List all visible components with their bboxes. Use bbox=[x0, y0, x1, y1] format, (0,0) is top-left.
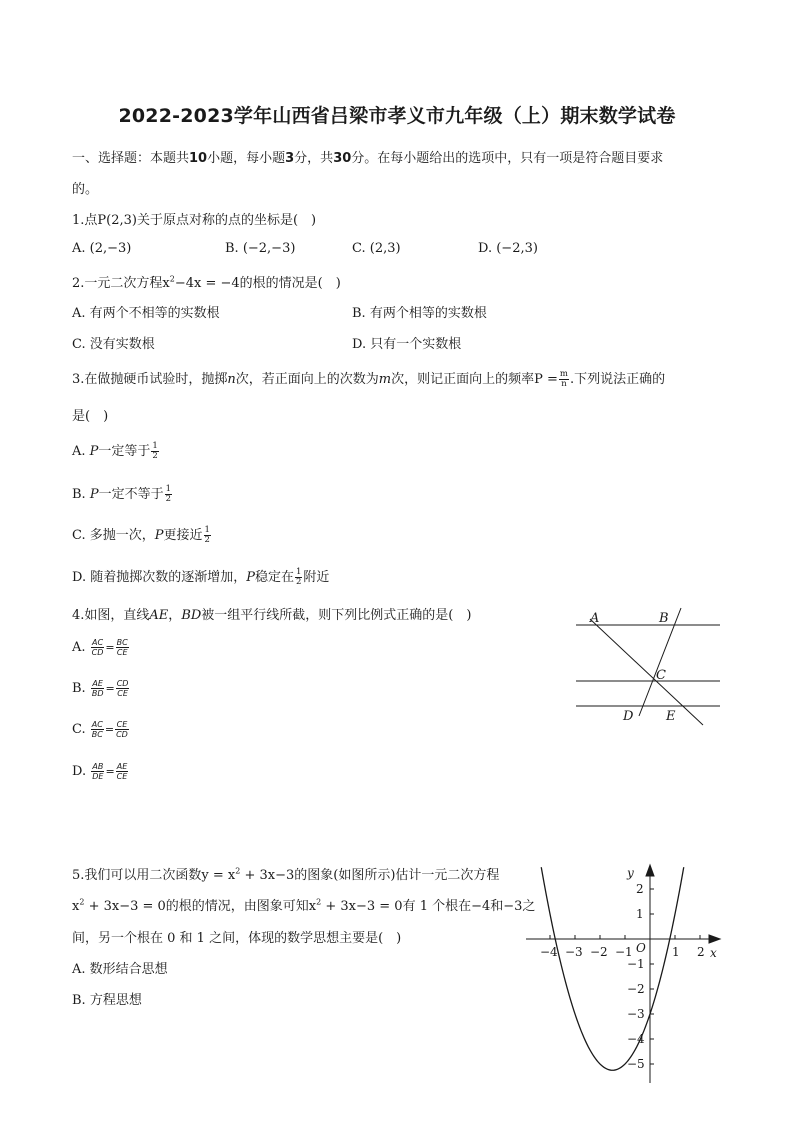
denominator: CE bbox=[117, 689, 128, 698]
y-tick-label: −5 bbox=[627, 1057, 645, 1071]
q5-stem-text: x bbox=[72, 899, 80, 914]
q5-stem-text: 5.我们可以用二次函数y = x bbox=[72, 868, 236, 883]
option-label: A. bbox=[72, 444, 90, 459]
q2-stem bbox=[72, 272, 341, 291]
line-name: AE bbox=[149, 608, 169, 623]
q1-option-c[interactable]: C. (2,3) bbox=[352, 241, 401, 256]
fraction bbox=[91, 720, 104, 739]
option-text: 附近 bbox=[303, 570, 330, 585]
section-header-line2: 的。 bbox=[72, 182, 99, 197]
exponent: 2 bbox=[169, 274, 175, 284]
option-label: B. bbox=[72, 487, 90, 502]
y-tick-label: 1 bbox=[636, 907, 644, 921]
numerator: 1 bbox=[152, 441, 158, 451]
option-text: 一定不等于 bbox=[98, 487, 164, 502]
y-tick-label: 2 bbox=[636, 882, 644, 896]
numerator: AE bbox=[92, 679, 103, 688]
numerator: 1 bbox=[204, 525, 210, 535]
denominator: DE bbox=[92, 772, 104, 781]
exponent: 2 bbox=[79, 897, 85, 907]
x-axis-arrow bbox=[709, 935, 720, 943]
denominator: 2 bbox=[165, 494, 172, 504]
numerator: CE bbox=[116, 720, 128, 729]
denominator: BC bbox=[91, 730, 103, 739]
numerator: BC bbox=[116, 638, 128, 647]
q2-option-d[interactable]: D. 只有一个实数根 bbox=[352, 337, 462, 352]
x-tick-label: −3 bbox=[565, 945, 583, 959]
q1-option-a[interactable]: A. (2,−3) bbox=[72, 241, 132, 256]
numerator: CD bbox=[116, 679, 129, 688]
q3-stem-text: .下列说法正确的 bbox=[569, 372, 666, 387]
q5-stem-text: + 3x−3的图象(如图所示)估计一元二次方程 bbox=[240, 868, 500, 883]
q1-stem: 1.点P(2,3)关于原点对称的点的坐标是( ) bbox=[72, 213, 317, 228]
q5-stem-line2 bbox=[72, 895, 535, 914]
q3-stem bbox=[72, 368, 665, 389]
q1-option-b[interactable]: B. (−2,−3) bbox=[225, 241, 296, 256]
point-e-label: E bbox=[666, 709, 676, 724]
point-a-label: A bbox=[590, 611, 600, 626]
option-label: D. bbox=[72, 764, 87, 779]
fraction bbox=[91, 638, 105, 657]
q2-stem-text: −4x = −4的根的情况是( ) bbox=[174, 276, 341, 291]
denominator: CE bbox=[116, 648, 128, 657]
fraction bbox=[91, 762, 104, 781]
numerator: AB bbox=[92, 762, 104, 771]
points-total: 30 bbox=[333, 151, 352, 166]
q4-option-a[interactable] bbox=[72, 638, 130, 657]
fraction bbox=[204, 526, 211, 545]
q4-option-c[interactable] bbox=[72, 720, 130, 739]
q3-stem-text: 3.在做抛硬币试验时，抛掷 bbox=[72, 372, 228, 387]
q3-option-d[interactable] bbox=[72, 566, 329, 587]
origin-label: O bbox=[636, 941, 646, 955]
fraction bbox=[151, 442, 158, 461]
numerator: AC bbox=[91, 720, 103, 729]
variable: P bbox=[89, 487, 99, 502]
point-c-label: C bbox=[656, 668, 666, 683]
variable: P bbox=[246, 570, 255, 585]
q2-stem-text: 2.一元二次方程x bbox=[72, 276, 170, 291]
y-tick-label: −3 bbox=[627, 1007, 645, 1021]
denominator: CD bbox=[91, 648, 104, 657]
x-tick-label: −2 bbox=[590, 945, 608, 959]
variable: n bbox=[227, 372, 236, 387]
option-text: 一定等于 bbox=[98, 444, 151, 459]
q5-stem-line1 bbox=[72, 864, 499, 883]
question-count: 10 bbox=[189, 151, 208, 166]
x-tick-label: −4 bbox=[540, 945, 558, 959]
fraction bbox=[91, 679, 105, 698]
y-tick-label: −4 bbox=[627, 1032, 645, 1046]
q4-option-b[interactable] bbox=[72, 679, 130, 698]
q3-option-b[interactable] bbox=[72, 483, 173, 504]
y-axis-arrow bbox=[646, 865, 654, 876]
q5-stem-text: + 3x−3 = 0有 1 个根在−4和−3之 bbox=[321, 899, 536, 914]
q2-option-c[interactable]: C. 没有实数根 bbox=[72, 337, 155, 352]
fraction bbox=[165, 485, 172, 504]
q5-option-b[interactable]: B. 方程思想 bbox=[72, 993, 142, 1008]
q1-option-d[interactable]: D. (−2,3) bbox=[478, 241, 538, 256]
x-tick-label: 1 bbox=[672, 945, 680, 959]
q5-stem-text: + 3x−3 = 0的根的情况，由图象可知x bbox=[84, 899, 317, 914]
q2-option-b[interactable]: B. 有两个相等的实数根 bbox=[352, 306, 487, 321]
y-tick-label: −1 bbox=[627, 957, 645, 971]
page-title: 2022-2023学年山西省吕梁市孝义市九年级（上）期末数学试卷 bbox=[118, 105, 676, 127]
fraction bbox=[295, 568, 302, 587]
fraction bbox=[559, 370, 569, 389]
numerator: AC bbox=[92, 638, 104, 647]
fraction bbox=[116, 638, 129, 657]
option-text: 更接近 bbox=[163, 528, 203, 543]
equals-sign: = bbox=[104, 723, 115, 736]
x-tick-label: −1 bbox=[615, 945, 633, 959]
denominator: 2 bbox=[296, 577, 302, 587]
denominator: 2 bbox=[152, 451, 158, 461]
denominator: CD bbox=[116, 730, 128, 739]
numerator: 1 bbox=[296, 567, 302, 577]
q3-stem-text: 次，则记正面向上的频率P = bbox=[391, 372, 558, 387]
denominator: BD bbox=[91, 689, 104, 698]
line-ae bbox=[590, 619, 703, 725]
fraction bbox=[116, 679, 130, 698]
option-label: C. 多抛一次， bbox=[72, 528, 155, 543]
parallel-lines-figure bbox=[570, 604, 726, 730]
numerator: m bbox=[559, 369, 568, 379]
q4-stem-text: 4.如图，直线 bbox=[72, 608, 150, 623]
numerator: AE bbox=[116, 762, 128, 771]
q4-stem bbox=[72, 604, 471, 623]
equals-sign: = bbox=[105, 641, 115, 654]
x-axis-label: x bbox=[710, 946, 717, 960]
fraction bbox=[116, 762, 129, 781]
point-d-label: D bbox=[623, 709, 634, 724]
section-text: 小题，每小题 bbox=[207, 151, 286, 166]
option-label: D. 随着抛掷次数的逐渐增加， bbox=[72, 570, 247, 585]
q3-stem-line2: 是( ) bbox=[72, 409, 109, 424]
section-text: 分，共 bbox=[294, 151, 334, 166]
section-text: 分。在每小题给出的选项中，只有一项是符合题目要求 bbox=[351, 151, 664, 166]
q4-stem-text: 被一组平行线所截，则下列比例式正确的是( ) bbox=[201, 608, 472, 623]
q3-option-a[interactable] bbox=[72, 440, 160, 461]
q3-option-c[interactable] bbox=[72, 524, 212, 545]
line-name: BD bbox=[181, 608, 202, 623]
exponent: 2 bbox=[235, 866, 241, 876]
q2-option-a[interactable]: A. 有两个不相等的实数根 bbox=[72, 306, 220, 321]
point-b-label: B bbox=[659, 611, 669, 626]
x-tick-label: 2 bbox=[697, 945, 705, 959]
q4-option-d[interactable] bbox=[72, 762, 129, 781]
separator: ， bbox=[168, 608, 182, 623]
y-tick-label: −2 bbox=[627, 982, 645, 996]
variable: P bbox=[89, 444, 99, 459]
variable: P bbox=[154, 528, 164, 543]
q3-stem-text: 次，若正面向上的次数为 bbox=[235, 372, 379, 387]
parabola-graph bbox=[520, 855, 730, 1095]
option-label: B. bbox=[72, 681, 86, 696]
option-text: 稳定在 bbox=[254, 570, 294, 585]
equals-sign: = bbox=[105, 682, 115, 695]
option-label: C. bbox=[72, 722, 86, 737]
section-header bbox=[72, 147, 663, 166]
points-each: 3 bbox=[285, 151, 295, 166]
equals-sign: = bbox=[105, 765, 115, 778]
denominator: n bbox=[561, 379, 567, 389]
option-label: A. bbox=[72, 640, 86, 655]
exponent: 2 bbox=[316, 897, 322, 907]
parabola-curve bbox=[541, 867, 684, 1070]
fraction bbox=[115, 720, 129, 739]
denominator: CE bbox=[116, 772, 128, 781]
denominator: 2 bbox=[204, 535, 210, 545]
q5-option-a[interactable]: A. 数形结合思想 bbox=[72, 962, 168, 977]
q5-stem-line3: 间，另一个根在 0 和 1 之间，体现的数学思想主要是( ) bbox=[72, 931, 402, 946]
y-axis-label: y bbox=[627, 866, 634, 880]
variable: m bbox=[378, 372, 392, 387]
numerator: 1 bbox=[165, 484, 172, 494]
section-text: 一、选择题：本题共 bbox=[72, 151, 190, 166]
